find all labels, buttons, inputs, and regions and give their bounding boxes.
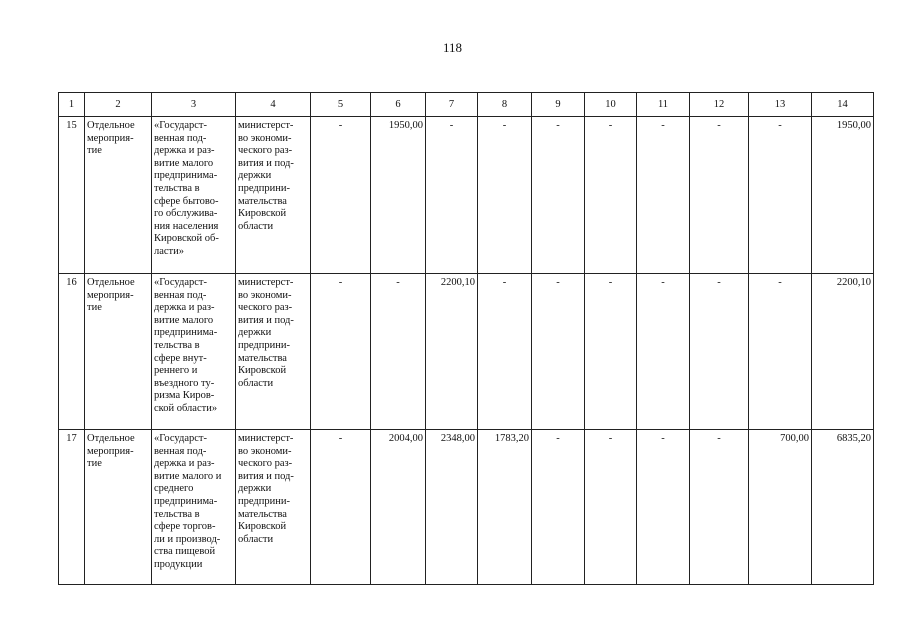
header-row [59,93,874,117]
header-cell: 10 [585,93,637,117]
header-cell: 5 [311,93,371,117]
header-cell: 7 [426,93,478,117]
value-cell: - [585,274,637,430]
value-cell: - [478,117,532,274]
header-cell: 1 [59,93,85,117]
value-cell: - [532,117,585,274]
responsible-body: министерст- во экономи- ческого раз- вития и под- держки предприни- мательства Кировской области [236,430,311,585]
value-cell: - [749,274,812,430]
value-cell: - [690,274,749,430]
value-cell: - [585,117,637,274]
table-row [59,430,874,585]
value-cell: - [371,274,426,430]
value-cell: - [311,117,371,274]
program-table [58,92,874,585]
item-title: «Государст- венная под- держка и раз- витие малого предпринима- тельства в сфере внут- реннего и въездного ту- ризма Киров- ской области» [152,274,236,430]
total-cell: 2200,10 [812,274,874,430]
item-type: Отдельное мероприя- тие [85,430,152,585]
header-cell: 3 [152,93,236,117]
item-title: «Государст- венная под- держка и раз- витие малого и среднего предпринима- тельства в сфере торгов- ли и производ- ства пищевой продукции [152,430,236,585]
responsible-body: министерст- во экономи- ческого раз- вития и под- держки предприни- мательства Кировской области [236,117,311,274]
value-cell: - [637,430,690,585]
value-cell: - [690,430,749,585]
responsible-body: министерст- во экономи- ческого раз- вития и под- держки предприни- мательства Кировской области [236,274,311,430]
header-cell: 9 [532,93,585,117]
row-number: 15 [59,117,85,274]
page-number: 118 [442,40,463,55]
item-type: Отдельное мероприя- тие [85,274,152,430]
value-cell: - [690,117,749,274]
row-number: 17 [59,430,85,585]
value-cell: 1950,00 [371,117,426,274]
row-number: 16 [59,274,85,430]
header-cell: 12 [690,93,749,117]
value-cell: 2004,00 [371,430,426,585]
value-cell: - [426,117,478,274]
header-cell: 6 [371,93,426,117]
value-cell: - [532,274,585,430]
total-cell: 6835,20 [812,430,874,585]
value-cell: - [311,274,371,430]
value-cell: - [637,274,690,430]
value-cell: - [532,430,585,585]
table-row [59,274,874,430]
header-cell: 8 [478,93,532,117]
header-cell: 4 [236,93,311,117]
value-cell: 2200,10 [426,274,478,430]
value-cell: 700,00 [749,430,812,585]
header-cell: 14 [812,93,874,117]
header-cell: 13 [749,93,812,117]
item-type: Отдельное мероприя- тие [85,117,152,274]
value-cell: - [311,430,371,585]
value-cell: - [749,117,812,274]
table-row [59,117,874,274]
total-cell: 1950,00 [812,117,874,274]
value-cell: 2348,00 [426,430,478,585]
value-cell: - [585,430,637,585]
header-cell: 11 [637,93,690,117]
item-title: «Государст- венная под- держка и раз- витие малого предпринима- тельства в сфере бытово- го обслужива- ния населения Кировской об- ласти» [152,117,236,274]
header-cell: 2 [85,93,152,117]
value-cell: - [637,117,690,274]
value-cell: 1783,20 [478,430,532,585]
value-cell: - [478,274,532,430]
